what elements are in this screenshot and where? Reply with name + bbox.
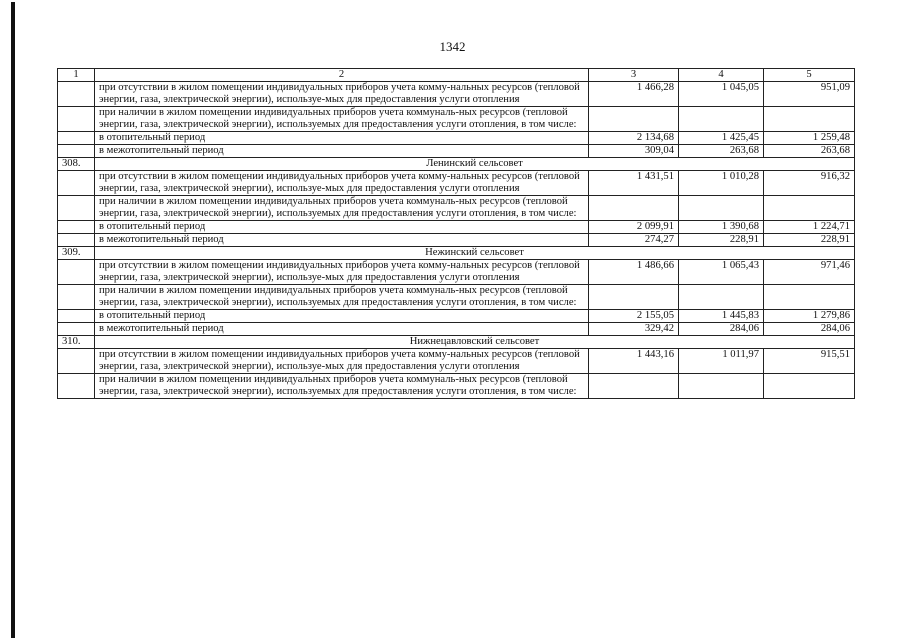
value-col3: [589, 374, 679, 399]
section-number: 309.: [58, 247, 95, 260]
value-col5: 1 279,86: [764, 310, 855, 323]
row-label: при отсутствии в жилом помещении индивидуальных приборов учета комму-нальных ресурсов (тепловой энергии, газа, электрической энергии), используе-мых для предоставления услуги отопления: [95, 349, 589, 374]
value-col5: 284,06: [764, 323, 855, 336]
tariff-table: [57, 68, 855, 399]
value-col3: 2 134,68: [589, 132, 679, 145]
column-number: 1: [58, 69, 95, 82]
column-number: 4: [679, 69, 764, 82]
value-col5: 915,51: [764, 349, 855, 374]
section-title: Нежинский сельсовет: [95, 247, 855, 260]
row-label: в отопительный период: [95, 221, 589, 234]
value-col5: [764, 107, 855, 132]
value-col3: 2 155,05: [589, 310, 679, 323]
value-col5: [764, 374, 855, 399]
row-number-cell: [58, 221, 95, 234]
row-number-cell: [58, 82, 95, 107]
table-row: [58, 132, 855, 145]
table-row: [58, 145, 855, 158]
value-col3: 274,27: [589, 234, 679, 247]
row-number-cell: [58, 107, 95, 132]
table-row: [58, 171, 855, 196]
row-number-cell: [58, 260, 95, 285]
value-col4: 1 065,43: [679, 260, 764, 285]
table-row: [58, 221, 855, 234]
value-col5: [764, 285, 855, 310]
row-number-cell: [58, 374, 95, 399]
value-col4: [679, 374, 764, 399]
value-col4: [679, 196, 764, 221]
value-col3: 1 466,28: [589, 82, 679, 107]
value-col3: 1 431,51: [589, 171, 679, 196]
table-row: [58, 349, 855, 374]
value-col5: 1 259,48: [764, 132, 855, 145]
row-label: в межотопительный период: [95, 323, 589, 336]
table-row: [58, 374, 855, 399]
row-label: при наличии в жилом помещении индивидуальных приборов учета коммуналь-ных ресурсов (тепловой энергии, газа, электрической энергии), используемых для предоставления услуги отопления, в том числе:: [95, 374, 589, 399]
table-row: [58, 82, 855, 107]
row-label: при наличии в жилом помещении индивидуальных приборов учета коммуналь-ных ресурсов (тепловой энергии, газа, электрической энергии), используемых для предоставления услуги отопления, в том числе:: [95, 196, 589, 221]
value-col4: 1 390,68: [679, 221, 764, 234]
row-label: в отопительный период: [95, 310, 589, 323]
row-number-cell: [58, 132, 95, 145]
page-edge-rule: [11, 2, 15, 638]
section-number: 310.: [58, 336, 95, 349]
value-col5: 1 224,71: [764, 221, 855, 234]
value-col4: 284,06: [679, 323, 764, 336]
row-label: при отсутствии в жилом помещении индивидуальных приборов учета комму-нальных ресурсов (тепловой энергии, газа, электрической энергии), используе-мых для предоставления услуги отопления: [95, 82, 589, 107]
value-col5: 916,32: [764, 171, 855, 196]
value-col5: 971,46: [764, 260, 855, 285]
table-row: [58, 260, 855, 285]
row-label: при отсутствии в жилом помещении индивидуальных приборов учета комму-нальных ресурсов (тепловой энергии, газа, электрической энергии), используе-мых для предоставления услуги отопления: [95, 171, 589, 196]
table-row: [58, 234, 855, 247]
value-col3: 1 486,66: [589, 260, 679, 285]
section-header-row: [58, 247, 855, 260]
column-number: 2: [95, 69, 589, 82]
section-number: 308.: [58, 158, 95, 171]
value-col4: 1 445,83: [679, 310, 764, 323]
value-col4: 1 045,05: [679, 82, 764, 107]
value-col4: 228,91: [679, 234, 764, 247]
row-number-cell: [58, 234, 95, 247]
row-label: в межотопительный период: [95, 145, 589, 158]
table-row: [58, 285, 855, 310]
value-col4: 1 011,97: [679, 349, 764, 374]
table-row: [58, 323, 855, 336]
value-col3: [589, 196, 679, 221]
row-label: при наличии в жилом помещении индивидуальных приборов учета коммуналь-ных ресурсов (тепловой энергии, газа, электрической энергии), используемых для предоставления услуги отопления, в том числе:: [95, 285, 589, 310]
value-col3: 2 099,91: [589, 221, 679, 234]
value-col5: 228,91: [764, 234, 855, 247]
row-number-cell: [58, 310, 95, 323]
table-row: [58, 310, 855, 323]
page-number: 1342: [439, 39, 466, 54]
section-title: Нижнецавловский сельсовет: [95, 336, 855, 349]
value-col5: [764, 196, 855, 221]
value-col5: 263,68: [764, 145, 855, 158]
row-number-cell: [58, 171, 95, 196]
row-number-cell: [58, 323, 95, 336]
row-label: при отсутствии в жилом помещении индивидуальных приборов учета комму-нальных ресурсов (тепловой энергии, газа, электрической энергии), используе-мых для предоставления услуги отопления: [95, 260, 589, 285]
row-label: при наличии в жилом помещении индивидуальных приборов учета коммуналь-ных ресурсов (тепловой энергии, газа, электрической энергии), используемых для предоставления услуги отопления, в том числе:: [95, 107, 589, 132]
column-number: 5: [764, 69, 855, 82]
table-row: [58, 196, 855, 221]
value-col3: 309,04: [589, 145, 679, 158]
value-col3: [589, 107, 679, 132]
value-col4: 263,68: [679, 145, 764, 158]
row-label: в межотопительный период: [95, 234, 589, 247]
table-row: [58, 107, 855, 132]
value-col4: [679, 285, 764, 310]
value-col4: [679, 107, 764, 132]
section-header-row: [58, 158, 855, 171]
row-label: в отопительный период: [95, 132, 589, 145]
row-number-cell: [58, 349, 95, 374]
value-col4: 1 010,28: [679, 171, 764, 196]
value-col4: 1 425,45: [679, 132, 764, 145]
row-number-cell: [58, 196, 95, 221]
section-title: Ленинский сельсовет: [95, 158, 855, 171]
value-col3: 1 443,16: [589, 349, 679, 374]
value-col5: 951,09: [764, 82, 855, 107]
value-col3: 329,42: [589, 323, 679, 336]
row-number-cell: [58, 145, 95, 158]
column-number: 3: [589, 69, 679, 82]
column-number-row: [58, 69, 855, 82]
value-col3: [589, 285, 679, 310]
section-header-row: [58, 336, 855, 349]
row-number-cell: [58, 285, 95, 310]
